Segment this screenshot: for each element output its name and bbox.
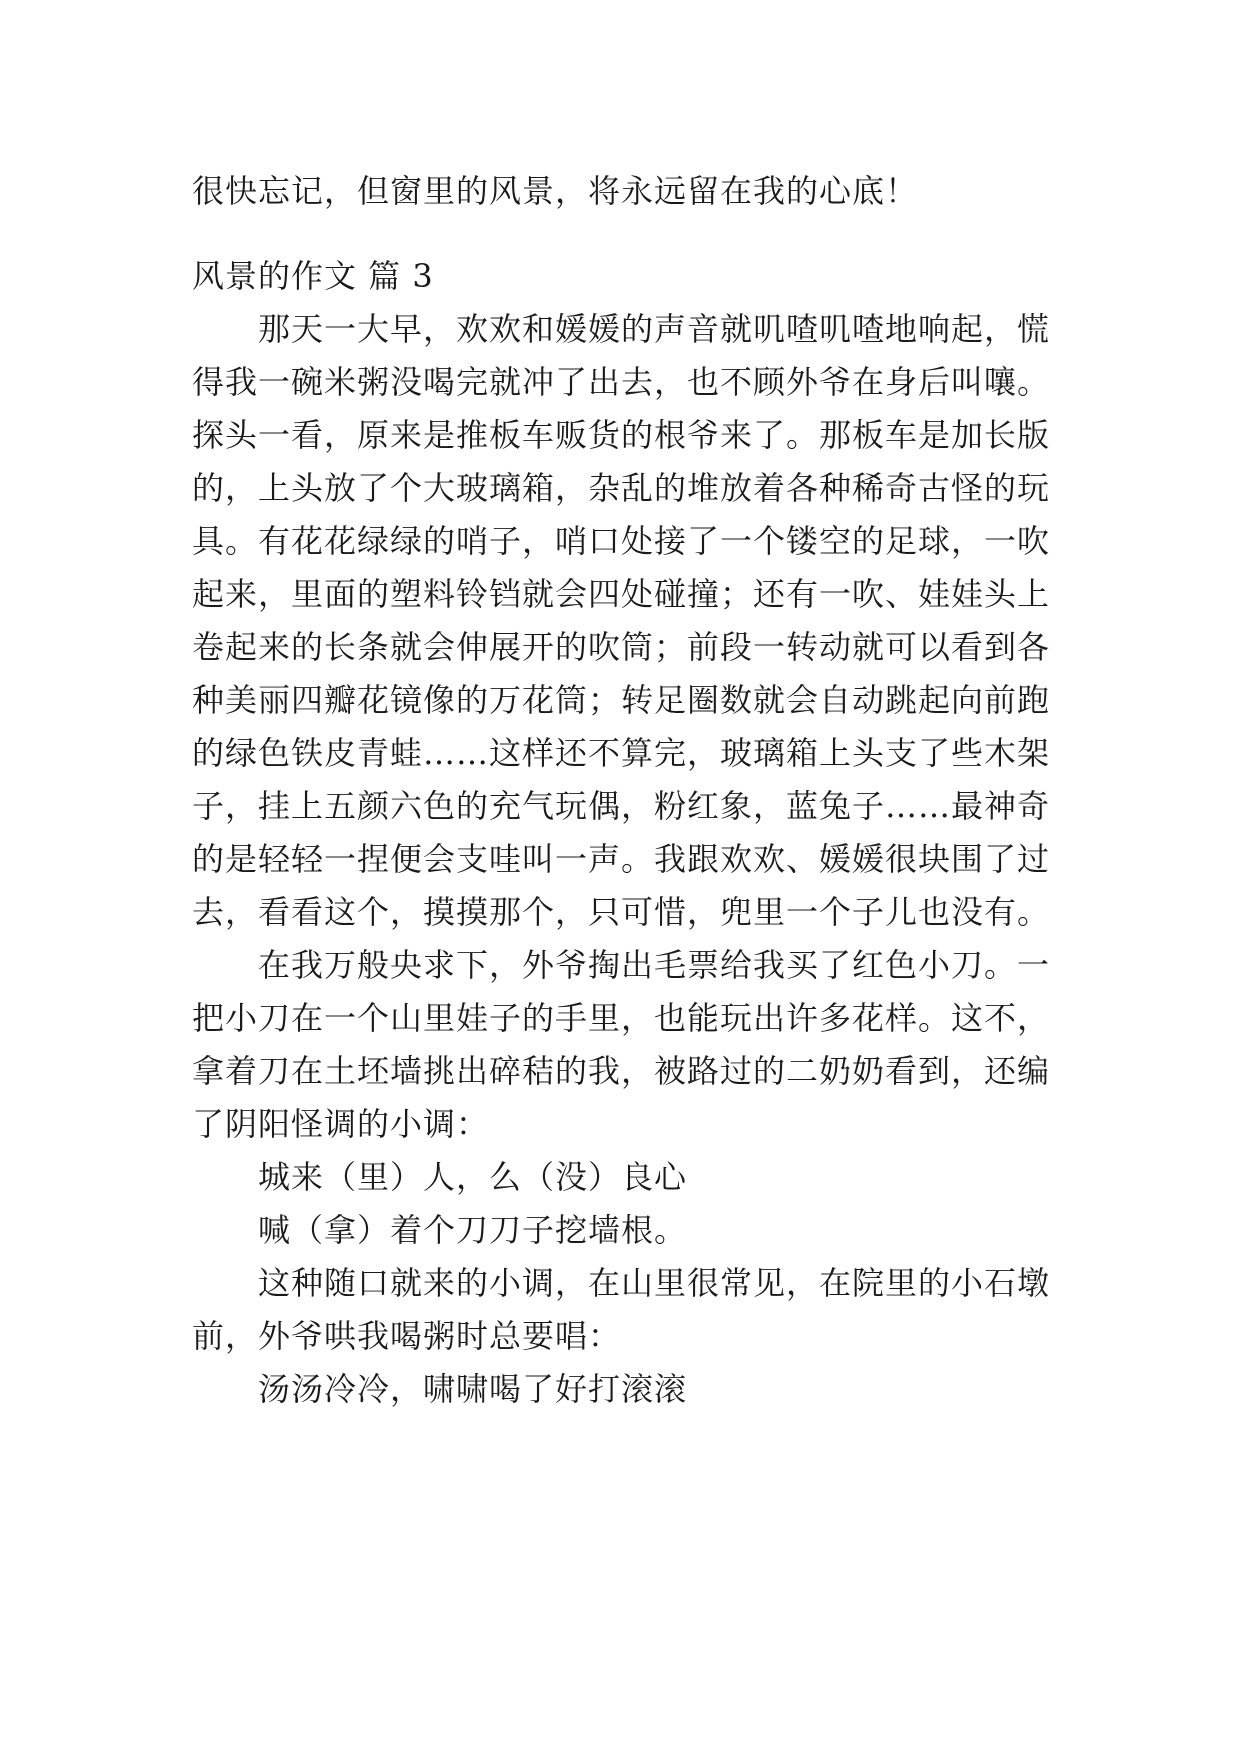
- text-line: 具。有花花绿绿的哨子，哨口处接了一个镂空的足球，一吹: [192, 522, 1051, 560]
- text-line: 得我一碗米粥没喝完就冲了出去，也不顾外爷在身后叫嚷。: [192, 363, 1051, 401]
- text-line: 拿着刀在土坯墙挑出碎秸的我，被路过的二奶奶看到，还编: [192, 1052, 1051, 1090]
- text-line: 的是轻轻一捏便会支哇叫一声。我跟欢欢、媛媛很块围了过: [192, 840, 1051, 878]
- text-line: 的绿色铁皮青蛙……这样还不算完，玻璃箱上头支了些木架: [192, 734, 1051, 772]
- text-line: 的，上头放了个大玻璃箱，杂乱的堆放着各种稀奇古怪的玩: [192, 469, 1051, 507]
- text-line: 起来，里面的塑料铃铛就会四处碰撞；还有一吹、娃娃头上: [192, 575, 1051, 613]
- text-line: 卷起来的长条就会伸展开的吹筒；前段一转动就可以看到各: [192, 628, 1051, 666]
- text-line: 汤汤冷冷，啸啸喝了好打滚滚: [258, 1370, 688, 1408]
- text-line: 很快忘记，但窗里的风景，将永远留在我的心底！: [192, 172, 919, 210]
- text-line: 那天一大早，欢欢和媛媛的声音就叽喳叽喳地响起，慌: [258, 310, 1051, 348]
- text-line: 种美丽四瓣花镜像的万花筒；转足圈数就会自动跳起向前跑: [192, 681, 1051, 719]
- text-line: 在我万般央求下，外爷掏出毛票给我买了红色小刀。一: [258, 946, 1051, 984]
- text-line: 喊（拿）着个刀刀子挖墙根。: [258, 1211, 688, 1249]
- text-line: 探头一看，原来是推板车贩货的根爷来了。那板车是加长版: [192, 416, 1051, 454]
- text-line: 去，看看这个，摸摸那个，只可惜，兜里一个子儿也没有。: [192, 893, 1051, 931]
- section-heading: 风景的作文 篇 3: [192, 257, 434, 295]
- text-line: 把小刀在一个山里娃子的手里，也能玩出许多花样。这不，: [192, 999, 1051, 1037]
- text-line: 了阴阳怪调的小调：: [192, 1105, 490, 1143]
- text-line: 这种随口就来的小调，在山里很常见，在院里的小石墩: [258, 1264, 1051, 1302]
- text-line: 城来（里）人，么（没）良心: [258, 1158, 688, 1196]
- text-line: 子，挂上五颜六色的充气玩偶，粉红象，蓝兔子……最神奇: [192, 787, 1051, 825]
- text-line: 前，外爷哄我喝粥时总要唱：: [192, 1317, 622, 1355]
